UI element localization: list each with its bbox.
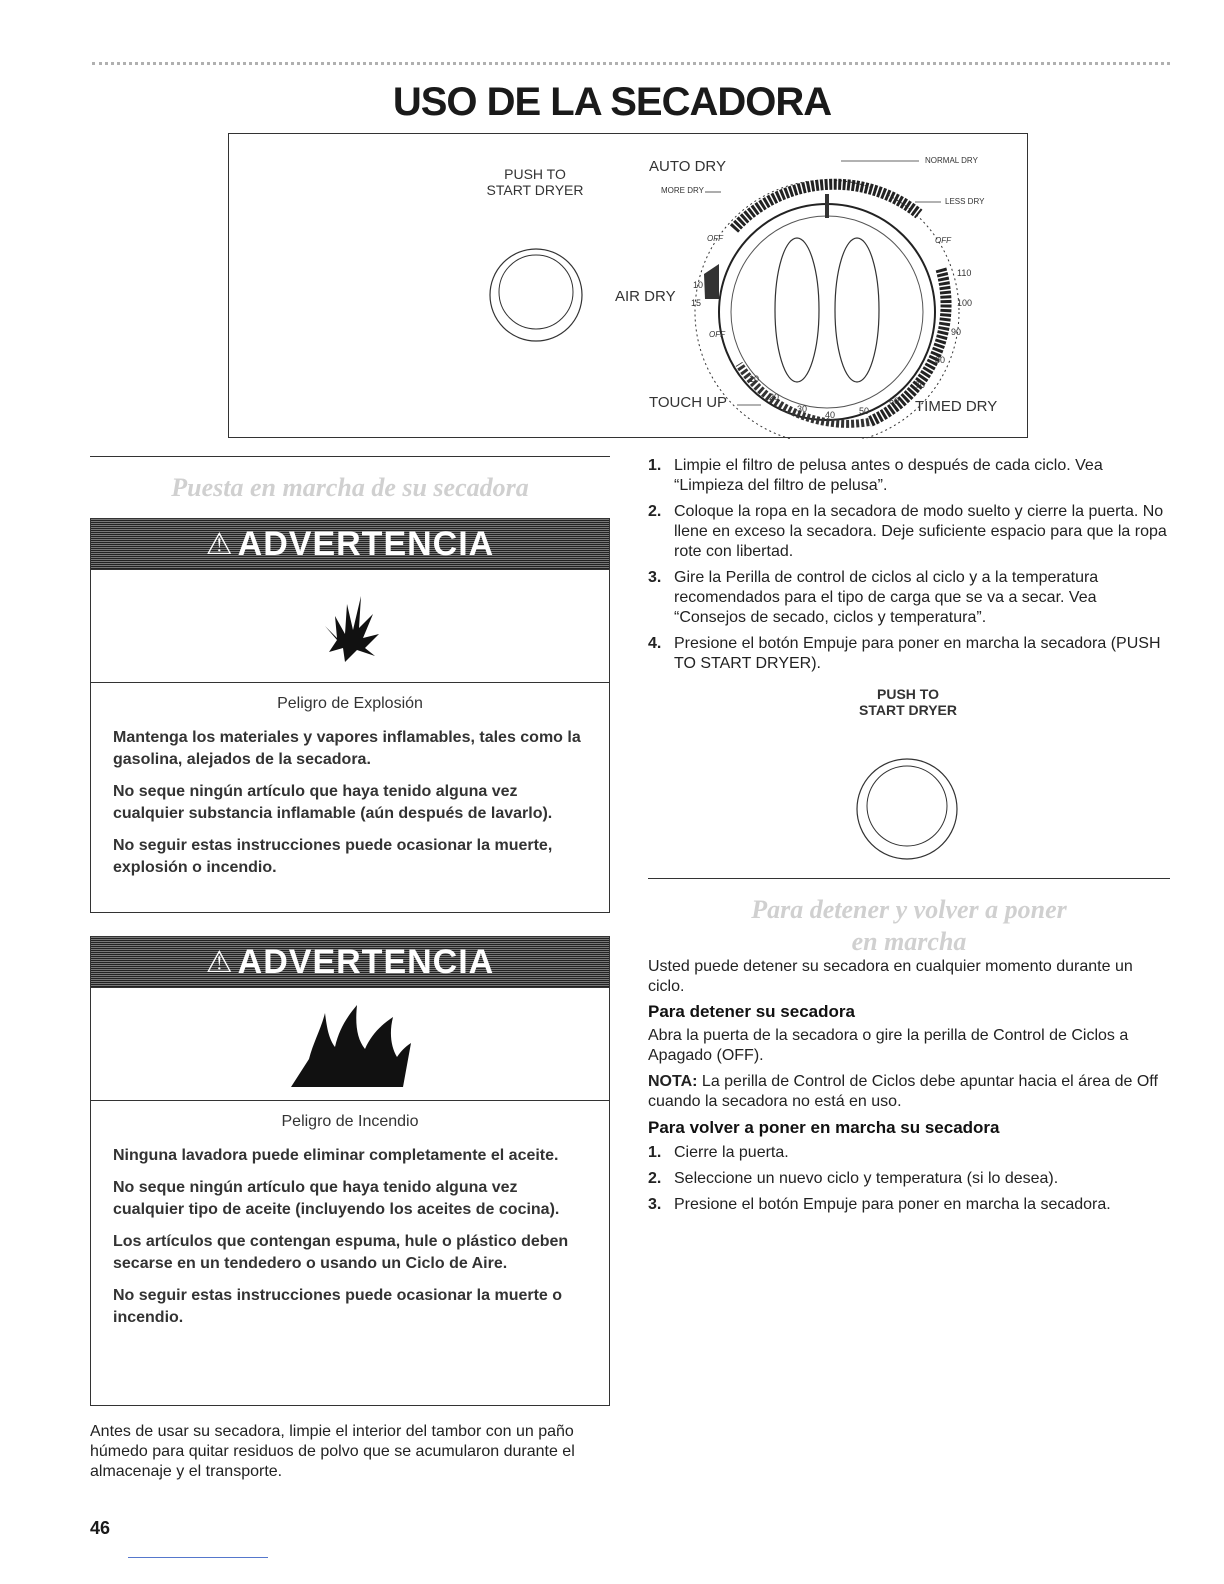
warning1-paragraph: No seguir estas instrucciones puede ocasionar la muerte, explosión o incendio. [113, 837, 553, 876]
warning2-paragraph: Ninguna lavadora puede eliminar completamente el aceite. [113, 1147, 559, 1164]
fire-hazard-subtitle: Peligro de Incendio [281, 1113, 419, 1130]
start-steps-list [648, 456, 1170, 680]
restart-step [648, 1195, 1170, 1215]
step-text: Presione el botón Empuje para poner en marcha la secadora (PUSH TO START DRYER). [674, 635, 1161, 672]
warning-banner-2 [91, 937, 609, 987]
warning2-paragraph: Los artículos que contengan espuma, hule o plástico deben secarse en un tendedero o usando un Ciclo de Aire. [113, 1233, 569, 1272]
restart-subheading: Para volver a poner en marcha su secadora [648, 1118, 1000, 1137]
stop-intro-text: Usted puede detener su secadora en cualquier momento durante un ciclo. [648, 958, 1133, 995]
warning1-paragraph: Mantenga los materiales y vapores inflamables, tales como la gasolina, alejados de la secadora. [113, 729, 581, 768]
warning-fire-box [90, 936, 610, 1406]
warning-explosion-box [90, 518, 610, 913]
note-label: NOTA: [648, 1073, 698, 1090]
push-button-outer [490, 249, 582, 341]
fire-icon-area [91, 987, 609, 1101]
push-small-line2: START DRYER [859, 702, 957, 718]
timed-dry-80: 80 [935, 355, 946, 365]
normal-dry-label: NORMAL DRY [925, 156, 978, 165]
bottom-rule [128, 1557, 268, 1558]
cycle-knob-rim [719, 204, 935, 420]
off-label-1: OFF [707, 234, 723, 243]
fire-icon [285, 999, 415, 1089]
push-to-start-small-label [838, 686, 978, 718]
stop-instructions: Abra la puerta de la secadora o gire la perilla de Control de Ciclos a Apagado (OFF). [648, 1027, 1129, 1064]
restart-steps-list [648, 1143, 1170, 1221]
start-step [648, 634, 1170, 674]
push-small-line1: PUSH TO [877, 686, 939, 702]
start-step [648, 456, 1170, 496]
push-to-start-button-drawing [852, 754, 962, 864]
air-dry-10: 10 [693, 280, 704, 290]
air-dry-wedge [704, 264, 719, 299]
warning-triangle-icon: ⚠ [205, 527, 234, 561]
warning-body-1 [91, 683, 609, 899]
timed-dry-100: 100 [957, 298, 973, 308]
control-panel-drawing [229, 134, 1029, 439]
restart-step [648, 1143, 1170, 1163]
step-text: Coloque la ropa en la secadora de modo suelto y cierre la puerta. No llene en exceso la secadora. Deje suficiente espacio para que la ropa rote con libertad. [674, 503, 1167, 560]
push-to-start-label [475, 166, 595, 198]
step-number: 3. [648, 1196, 662, 1213]
stop-heading-line1: Para detener y volver a poner [751, 895, 1067, 924]
push-label-line1: PUSH TO [504, 166, 566, 182]
step-text: Gire la Perilla de control de ciclos al ciclo y a la temperatura recomendados para el tipo de carga que se va a secar. Vea “Consejos de secado, ciclos y temperatura”. [674, 569, 1099, 626]
note-paragraph [648, 1072, 1170, 1112]
restart-step [648, 1169, 1170, 1189]
push-label-line2: START DRYER [486, 182, 584, 198]
timed-dry-110: 110 [957, 268, 972, 278]
warning2-paragraph: No seguir estas instrucciones puede ocasionar la muerte o incendio. [113, 1287, 563, 1326]
more-dry-label: MORE DRY [661, 186, 704, 195]
start-section-heading: Puesta en marcha de su secadora [171, 473, 529, 502]
push-button-small-inner [867, 766, 947, 846]
less-dry-label: LESS DRY [945, 197, 985, 206]
page-title: USO DE LA SECADORA [392, 80, 832, 124]
timed-dry-70: 70 [915, 380, 926, 390]
stop-restart-heading [648, 894, 1170, 958]
before-use-text: Antes de usar su secadora, limpie el interior del tambor con un paño húmedo para quitar residuos de polvo que se acumularon durante el almacenaje y el transporte. [90, 1423, 575, 1480]
off-label-3: OFF [709, 330, 725, 339]
step-text: Limpie el filtro de pelusa antes o después de cada ciclo. Vea “Limpieza del filtro de pelusa”. [674, 457, 1103, 494]
explosion-hazard-subtitle: Peligro de Explosión [277, 695, 423, 712]
step-number: 2. [648, 503, 662, 520]
timed-dry-60: 60 [889, 396, 900, 406]
air-dry-label: AIR DRY [615, 288, 676, 305]
explosion-icon-area [91, 569, 609, 683]
warning-body-2 [91, 1101, 609, 1349]
step-text: Presione el botón Empuje para poner en marcha la secadora. [674, 1196, 1111, 1213]
note-text: La perilla de Control de Ciclos debe apuntar hacia el área de Off cuando la secadora no está en uso. [648, 1073, 1158, 1110]
step-number: 2. [648, 1170, 662, 1187]
warning-banner-text-1: ADVERTENCIA [237, 524, 495, 563]
left-section-rule [90, 456, 610, 457]
knob-pointer [825, 194, 829, 218]
push-button-inner [499, 255, 573, 329]
timed-dry-50: 50 [859, 406, 870, 416]
stop-subheading: Para detener su secadora [648, 1002, 855, 1021]
warning2-paragraph: No seque ningún artículo que haya tenido alguna vez cualquier tipo de aceite (incluyendo los aceites de cocina). [113, 1179, 560, 1218]
timed-dry-40: 40 [825, 410, 836, 420]
step-text: Seleccione un nuevo ciclo y temperatura (si lo desea). [674, 1170, 1059, 1187]
explosion-icon [315, 586, 385, 666]
start-step [648, 568, 1170, 628]
push-button-small-outer [857, 759, 957, 859]
step-number: 1. [648, 1144, 662, 1161]
warning-banner-text-2: ADVERTENCIA [237, 942, 495, 981]
touch-up-10: 10 [749, 374, 760, 384]
step-number: 3. [648, 569, 662, 586]
control-panel-illustration [228, 133, 1028, 438]
timed-dry-label: TIMED DRY [915, 398, 998, 415]
top-dotted-rule [92, 62, 1170, 65]
timed-dry-90: 90 [951, 327, 962, 337]
touch-up-label: TOUCH UP [649, 394, 728, 411]
touch-up-20: 20 [769, 392, 780, 402]
right-section-rule [648, 878, 1170, 879]
step-number: 4. [648, 635, 662, 652]
warning-banner-1 [91, 519, 609, 569]
page-number: 46 [90, 1518, 111, 1538]
warning1-paragraph: No seque ningún artículo que haya tenido alguna vez cualquier substancia inflamable (aún después de lavarlo). [113, 783, 553, 822]
off-label-2: OFF [935, 236, 951, 245]
step-text: Cierre la puerta. [674, 1144, 789, 1161]
auto-dry-label: AUTO DRY [649, 158, 726, 175]
stop-heading-line2: en marcha [851, 927, 967, 956]
timed-dry-30: 30 [797, 404, 808, 414]
start-step [648, 502, 1170, 562]
air-dry-15: 15 [691, 298, 702, 308]
step-number: 1. [648, 457, 662, 474]
warning-triangle-icon: ⚠ [205, 945, 234, 979]
